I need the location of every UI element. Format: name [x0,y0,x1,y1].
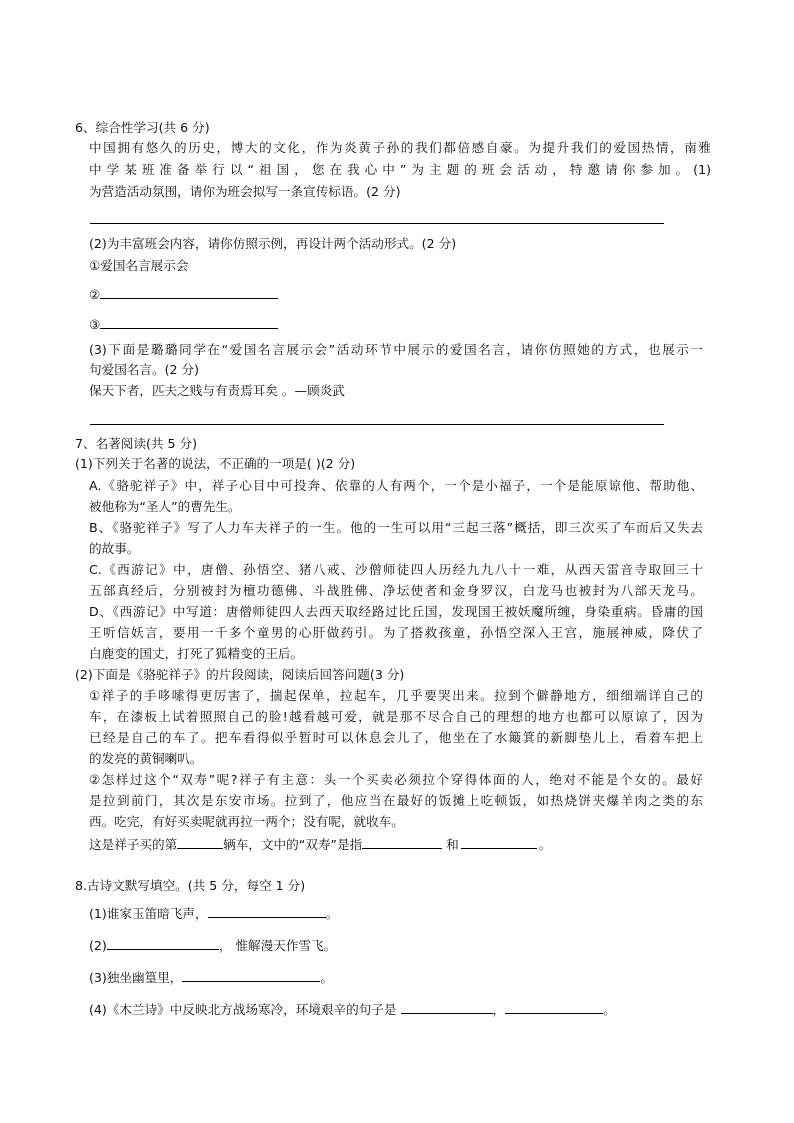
q7-option-b-line1: B、《骆驼祥子》写了人力车夫祥子的一生。他的一生可以用“三起三落”概括，即三次买了车而后又失去 [89,520,703,535]
q8-line3 [89,968,333,986]
q6-example-2-blank[interactable] [100,285,278,299]
q7-option-b-line2: 的故事。 [89,541,140,556]
q6-intro-line2: 中学某班准备举行以“祖国，您在我心中”为主题的班会活动，特邀请你参加。(1) [89,162,711,177]
q6-patriotic-quote: 保天下者，匹夫之贱与有责焉耳矣 。—顾炎武 [89,383,345,398]
q7-question-text-d: 。 [538,837,552,852]
q7-reading1-line2: 车，在漆板上试着照照自己的脸!越看越可爱，就是那不尽合自己的理想的地方也都可以原谅了，因为 [89,709,703,724]
q7-reading2-line1: ②怎样过这个“双寿”呢?祥子有主意：头一个买卖必须拉个穿得体面的人，绝对不能是个女的。最好 [89,772,703,787]
q7-part1-prompt: (1)下列关于名著的说法，不正确的一项是( )(2 分) [75,456,356,471]
q8-line4 [89,1000,616,1018]
q8-line3-end: 。 [320,970,333,985]
q6-example-2 [89,285,278,303]
q7-question-text-b: 辆车，文中的“双寿”是指 [223,837,363,852]
q8-line1-text: (1)谁家玉笛暗飞声， [89,906,208,921]
q8-line2 [89,936,336,954]
q7-car-number-blank[interactable] [177,835,223,849]
q7-option-c-line1: C.《西游记》中，唐僧、孙悟空、猪八戒、沙僧师徒四人历经九九八十一难，从西天雷音寺取回三十 [89,562,703,577]
q7-heading: 7、名著阅读(共 5 分) [75,436,198,451]
q8-line3-text: (3)独坐幽篁里， [89,970,183,985]
q6-example-2-label: ② [89,287,101,302]
q7-reading1-line3: 已经是自己的车了。把车看得似乎暂时可以休息会儿了，他坐在了水簸箕的新脚垫儿上，看着车把上 [89,730,703,745]
q7-option-c-line2: 五部真经后，分别被封为檀功德佛、斗战胜佛、净坛使者和金身罗汉，白龙马也被封为八部天龙马。 [89,583,703,598]
q7-option-d-line2: 王听信妖言，要用一千多个童男的心肝做药引。为了搭救孩童，孙悟空深入王宫，施展神威，降伏了 [89,625,703,640]
q7-double-birthday-blank-2[interactable] [461,835,537,849]
q8-line2-blank[interactable] [107,936,219,950]
q7-double-birthday-blank-1[interactable] [362,835,442,849]
q7-option-a-line1: A.《骆驼祥子》中，祥子心目中可投奔、依靠的人有两个，一个是小福子，一个是能原谅他、帮助他、 [89,478,703,493]
q6-heading: 6、综合性学习(共 6 分) [75,120,210,135]
q6-slogan-answer-line[interactable] [90,223,664,224]
q7-reading2-line2: 是拉到前门，其次是东安市场。拉到了，他应当在最好的饭摊上吃顿饭，如热烧饼夹爆羊肉之类的东 [89,793,703,808]
q8-line4-comma: ， [492,1002,506,1017]
q8-line2-text: (2) [89,938,107,953]
q6-part3-line2: 句爱国名言。(2 分) [89,362,199,377]
q8-line4-end: 。 [603,1002,616,1017]
q7-part2-prompt: (2)下面是《骆驼祥子》的片段阅读，阅读后回答问题(3 分) [75,667,405,682]
q6-quote-answer-line[interactable] [90,424,664,425]
q7-option-d-line1: D、《西游记》中写道：唐僧师徒四人去西天取经路过比丘国，发现国王被妖魔所缠，身染重病。昏庸的国 [89,604,703,619]
q8-line1 [89,904,338,922]
q8-line4-blank-1[interactable] [401,1000,493,1014]
q8-heading: 8.古诗文默写填空。(共 5 分，每空 1 分) [75,878,306,893]
q6-example-3 [89,315,278,333]
q8-line4-text: (4)《木兰诗》中反映北方战场寒冷，环境艰辛的句子是 [89,1002,401,1017]
q7-reading1-line4: 的发亮的黄铜喇叭。 [89,751,203,766]
q8-line1-blank[interactable] [208,904,326,918]
q6-intro-line1: 中国拥有悠久的历史，博大的文化，作为炎黄子孙的我们都倍感自豪。为提升我们的爱国热情，南雅 [89,140,711,155]
q6-example-3-label: ③ [89,317,101,332]
q7-option-d-line3: 白鹿变的国丈，打死了狐精变的王后。 [89,646,304,661]
q7-option-a-line2: 被他称为“圣人”的曹先生。 [89,499,241,514]
q8-line1-end: 。 [325,906,339,921]
q7-reading2-line3: 西。吃完，有好买卖呢就再拉一两个；没有呢，就收车。 [89,814,404,829]
q6-intro-line3: 为营造活动氛围，请你为班会拟写一条宣传标语。(2 分) [89,184,401,199]
q7-reading1-line1: ①祥子的手哆嗦得更厉害了，揣起保单，拉起车，几乎要哭出来。拉到个僻静地方，细细端详自己的 [89,688,703,703]
q8-line2-end: ， 惟解漫天作雪飞。 [218,938,337,953]
q7-question-text-a: 这是祥子买的第 [89,837,178,852]
q7-question-text-c: 和 [446,837,459,852]
q6-example-3-blank[interactable] [100,315,278,329]
q6-part3-line1: (3)下面是璐璐同学在“爱国名言展示会”活动环节中展示的爱国名言，请你仿照她的方式，也展示一 [89,342,703,357]
q8-line4-blank-2[interactable] [505,1000,603,1014]
q8-line3-blank[interactable] [182,968,320,982]
q6-part2-prompt: (2)为丰富班会内容，请你仿照示例，再设计两个活动形式。(2 分) [89,236,457,251]
q6-example-1: ①爱国名言展示会 [89,258,189,273]
q7-question [89,835,551,853]
